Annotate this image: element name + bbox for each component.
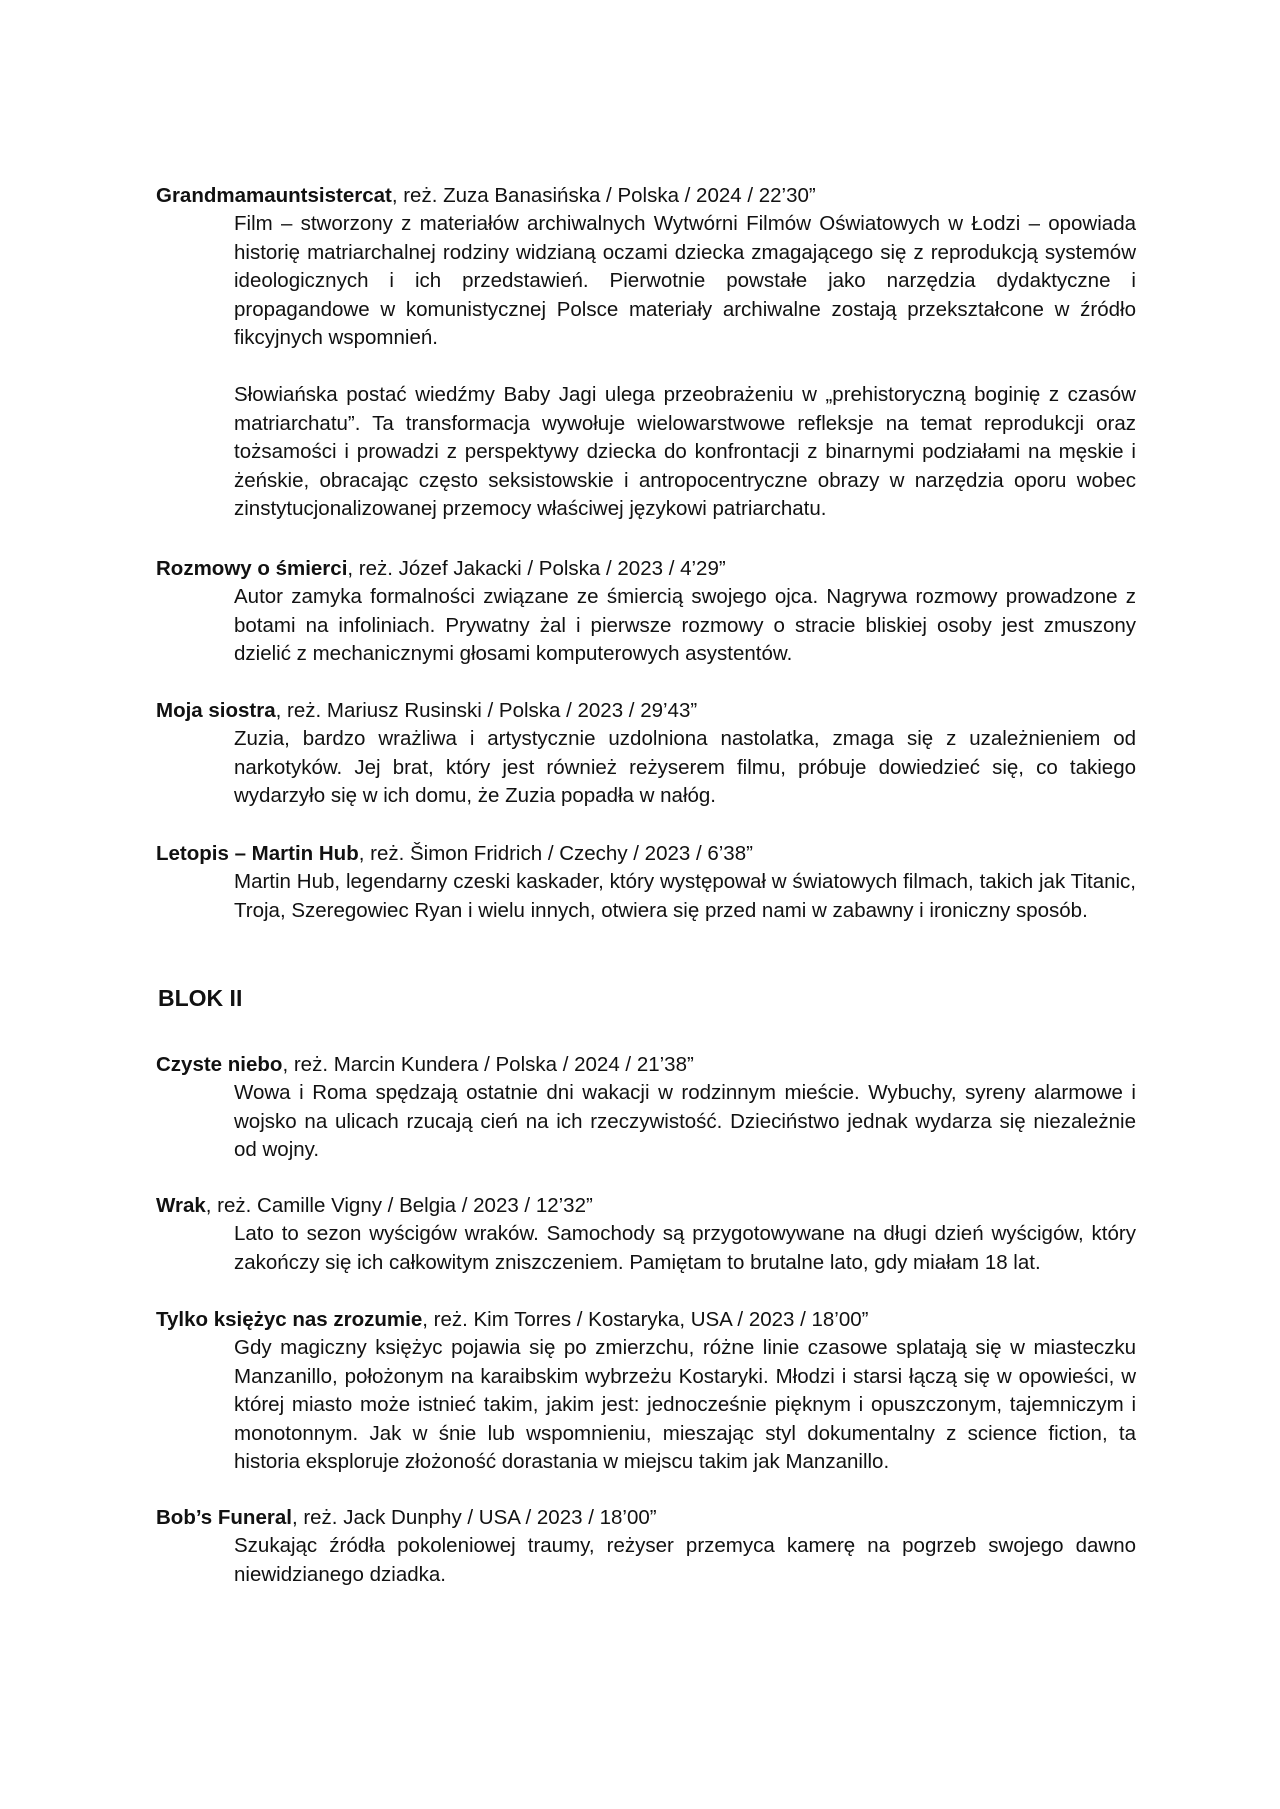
film-description: Słowiańska postać wiedźmy Baby Jagi ulega przeobrażeniu w „prehistoryczną boginię z czasów matriarchatu”. Ta transformacja wywołuje wielowarstwowe refleksje na temat reprodukcji oraz tożsamości i prowadzi z perspektywy dziecka do konfrontacji z binarnymi podziałami na męskie i żeńskie, obracając często seksistowskie i antropocentryczne obrazy w narzędzia oporu wobec zinstytucjonalizowanej przemocy właściwej językowi patriarchatu.	[234, 383, 1136, 520]
block-title: BLOK II	[158, 985, 243, 1011]
film-entry-tylko-ksiezyc	[156, 1306, 1136, 1477]
film-title: Czyste niebo	[156, 1053, 283, 1076]
film-entry-rozmowy-o-smierci	[156, 555, 1136, 669]
film-description: Autor zamyka formalności związane ze śmiercią swojego ojca. Nagrywa rozmowy prowadzone z botami na infoliniach. Prywatny żal i pierwsze rozmowy o stracie bliskiej osoby jest zmuszony dzielić z mechanicznymi głosami komputerowych asystentów.	[234, 585, 1136, 665]
film-description: Wowa i Roma spędzają ostatnie dni wakacji w rodzinnym mieście. Wybuchy, syreny alarmowe i wojsko na ulicach rzucają cień na ich rzeczywistość. Dzieciństwo jednak wydarza się niezależnie od wojny.	[234, 1081, 1136, 1161]
film-heading	[156, 1504, 1136, 1532]
film-title: Letopis – Martin Hub	[156, 842, 359, 865]
film-entry-grandmamauntsistercat	[156, 182, 1136, 524]
film-heading	[156, 1051, 1136, 1079]
film-meta: , reż. Šimon Fridrich / Czechy / 2023 / 6’38”	[358, 842, 753, 865]
film-description: Gdy magiczny księżyc pojawia się po zmierzchu, różne linie czasowe splatają się w miasteczku Manzanillo, położonym na karaibskim wybrzeżu Kostaryki. Młodzi i starsi łączą się w opowieści, w której miasto może istnieć takim, jakim jest: jednocześnie pięknym i opuszczonym, tajemniczym i monotonnym. Jak w śnie lub wspomnieniu, mieszając styl dokumentalny z science fiction, ta historia eksploruje złożoność dorastania w miejscu takim jak Manzanillo.	[234, 1336, 1136, 1473]
film-meta: , reż. Mariusz Rusinski / Polska / 2023 / 29’43”	[275, 699, 698, 722]
film-heading	[156, 840, 1136, 868]
film-description: Szukając źródła pokoleniowej traumy, reżyser przemyca kamerę na pogrzeb swojego dawno niewidzianego dziadka.	[234, 1534, 1136, 1586]
film-meta: , reż. Jack Dunphy / USA / 2023 / 18’00”	[291, 1506, 657, 1529]
film-description: Zuzia, bardzo wrażliwa i artystycznie uzdolniona nastolatka, zmaga się z uzależnieniem od narkotyków. Jej brat, który jest również reżyserem filmu, próbuje dowiedzieć się, co takiego wydarzyło się w ich domu, że Zuzia popadła w nałóg.	[234, 727, 1136, 807]
film-title: Moja siostra	[156, 699, 276, 722]
film-title: Tylko księżyc nas zrozumie	[156, 1308, 423, 1331]
film-description: Lato to sezon wyścigów wraków. Samochody są przygotowywane na długi dzień wyścigów, który zakończy się ich całkowitym zniszczeniem. Pamiętam to brutalne lato, gdy miałam 18 lat.	[234, 1222, 1136, 1274]
film-title: Rozmowy o śmierci	[156, 557, 348, 580]
film-title: Grandmamauntsistercat	[156, 184, 392, 207]
film-meta: , reż. Camille Vigny / Belgia / 2023 / 12’32”	[205, 1194, 593, 1217]
film-entry-bobs-funeral	[156, 1504, 1136, 1589]
film-meta: , reż. Kim Torres / Kostaryka, USA / 2023 / 18’00”	[422, 1308, 869, 1331]
film-entry-czyste-niebo	[156, 1051, 1136, 1165]
film-title: Bob’s Funeral	[156, 1506, 292, 1529]
film-heading	[156, 697, 1136, 725]
film-entry-wrak	[156, 1192, 1136, 1277]
film-heading	[156, 555, 1136, 583]
film-entry-moja-siostra	[156, 697, 1136, 811]
film-meta: , reż. Marcin Kundera / Polska / 2024 / 21’38”	[282, 1053, 694, 1076]
film-meta: , reż. Józef Jakacki / Polska / 2023 / 4’29”	[347, 557, 726, 580]
film-entry-letopis-martin-hub	[156, 840, 1136, 925]
film-heading	[156, 1192, 1136, 1220]
film-heading	[156, 182, 1136, 210]
film-title: Wrak	[156, 1194, 206, 1217]
film-heading	[156, 1306, 1136, 1334]
film-description: Martin Hub, legendarny czeski kaskader, który występował w światowych filmach, takich jak Titanic, Troja, Szeregowiec Ryan i wielu innych, otwiera się przed nami w zabawny i ironiczny sposób.	[234, 870, 1136, 922]
film-description: Film – stworzony z materiałów archiwalnych Wytwórni Filmów Oświatowych w Łodzi – opowiada historię matriarchalnej rodziny widzianą oczami dziecka zmagającego się z reprodukcją systemów ideologicznych i ich przedstawień. Pierwotnie powstałe jako narzędzia dydaktyczne i propagandowe w komunistycznej Polsce materiały archiwalne zostają przekształcone w źródło fikcyjnych wspomnień.	[234, 212, 1136, 349]
film-meta: , reż. Zuza Banasińska / Polska / 2024 / 22’30”	[391, 184, 816, 207]
